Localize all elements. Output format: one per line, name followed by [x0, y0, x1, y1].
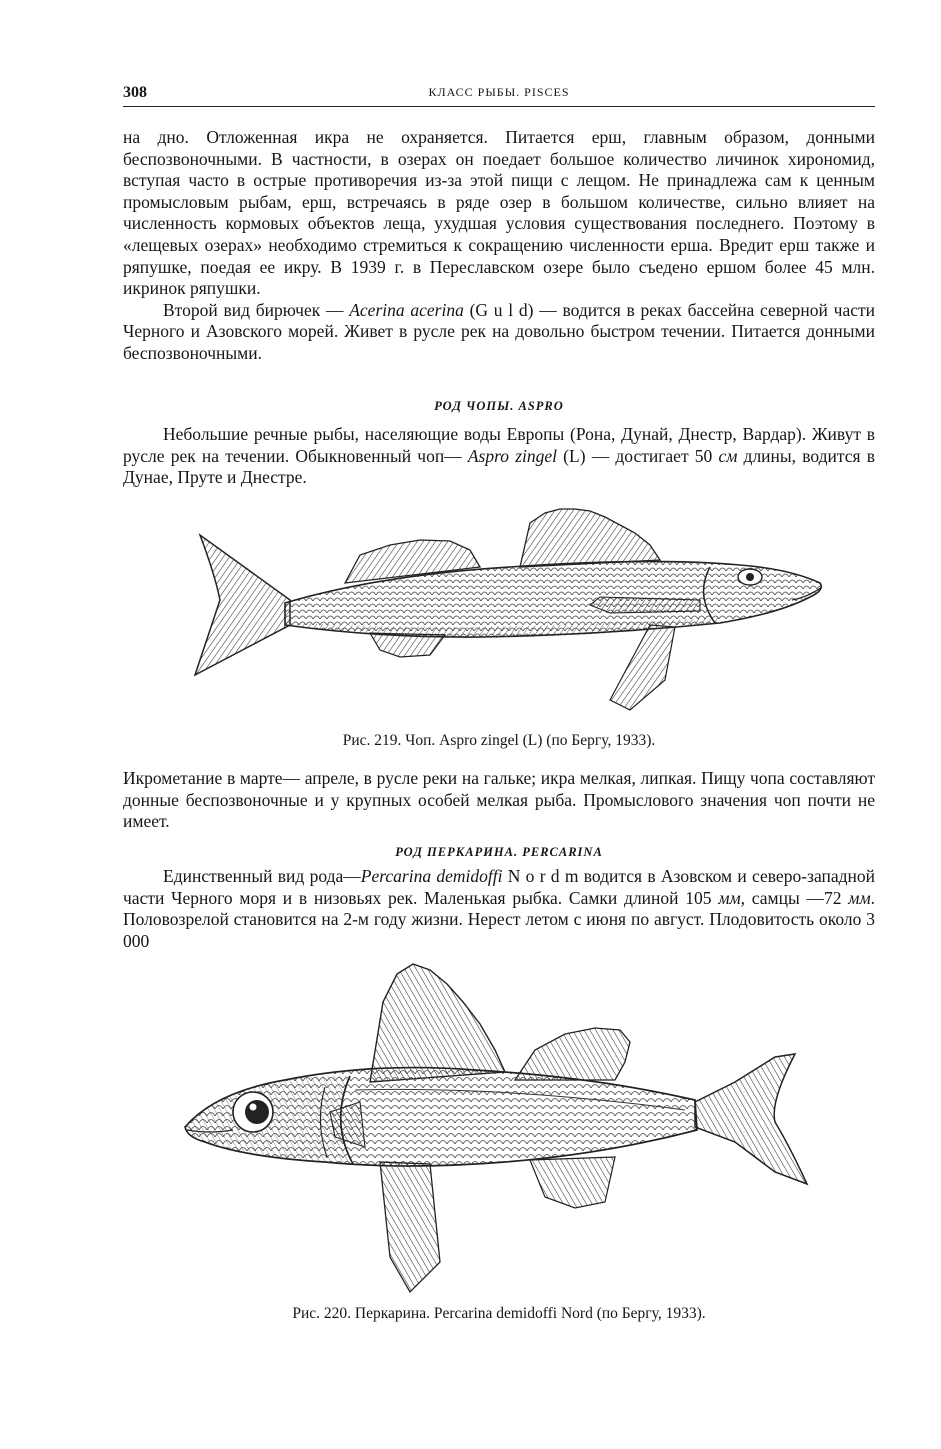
running-title: КЛАСС РЫБЫ. PISCES — [428, 85, 570, 99]
text-block-aspro-2 — [123, 768, 875, 833]
paragraph-aspro-spawning: Икрометание в марте— апреле, в русле реки на гальке; икра мелкая, липкая. Пищу чопа составляют донные беспозвоночные и у крупных особей мелкая рыба. Промыслового значения чоп почти не имеет. — [123, 768, 875, 832]
paragraph-aspro-intro: Небольшие речные рыбы, населяющие воды Европы (Рона, Дунай, Днестр, Вардар). Живут в русле рек на течении. Обыкновенный чоп— Aspro zingel (L) — достигает 50 см длины, водится в Дунае, Пруте и Днестре. — [123, 424, 875, 488]
figure-caption-220: Рис. 220. Перкарина. Percarina demidoffi Nord (по Бергу, 1933). — [292, 1305, 706, 1322]
figure-aspro-zingel-illustration — [180, 505, 830, 720]
figure-caption-219: Рис. 219. Чоп. Aspro zingel (L) (по Бергу, 1933). — [342, 732, 656, 749]
page-number: 308 — [123, 84, 147, 101]
figure-percarina-demidoffi-illustration — [175, 962, 815, 1302]
section-title-percarina: РОД ПЕРКАРИНА. PERCARINA — [395, 845, 603, 859]
paragraph-percarina: Единственный вид рода—Percarina demidoffi N o r d m водится в Азовском и северо-западной части Черного моря и в низовьях рек. Маленькая рыбка. Самки длиной 105 мм, самцы —72 мм. Половозрелой становится на 2-м году жизни. Нерест летом с июня по август. Плодовитость около 3 000 — [123, 866, 875, 951]
section-title-aspro: РОД ЧОПЫ. ASPRO — [434, 399, 564, 413]
text-block-top — [123, 127, 875, 365]
text-block-percarina — [123, 866, 875, 952]
text-block-aspro — [123, 424, 875, 489]
paragraph-acerina: Второй вид бирючек — Acerina acerina (G u l d) — водится в реках бассейна северной части Черного и Азовского морей. Живет в русле рек на довольно быстром течении. Питается донными беспозвоночными. — [123, 299, 876, 363]
page-header — [123, 84, 875, 107]
paragraph-ruff-diet: на дно. Отложенная икра не охраняется. Питается ерш, главным образом, донными беспозвоночными. В частности, в озерах он поедает большое количество личинок хирономид, вступая часто в острые противоречия из-за этой пищи с лещом. Не принадлежа сам к ценным промысловым рыбам, ерш, встречаясь в ряде озер в большом количестве, сильно влияет на численность кормовых объектов леща, ухудшая условия существования последнего. Поэтому в «лещевых озерах» необходимо стремиться к сокращению численности ерша. Вредит ерш также и ряпушке, поедая ее икру. В 1939 г. в Переславском озере было съедено ершом более 45 млн. икринок ряпушки. — [123, 127, 875, 299]
